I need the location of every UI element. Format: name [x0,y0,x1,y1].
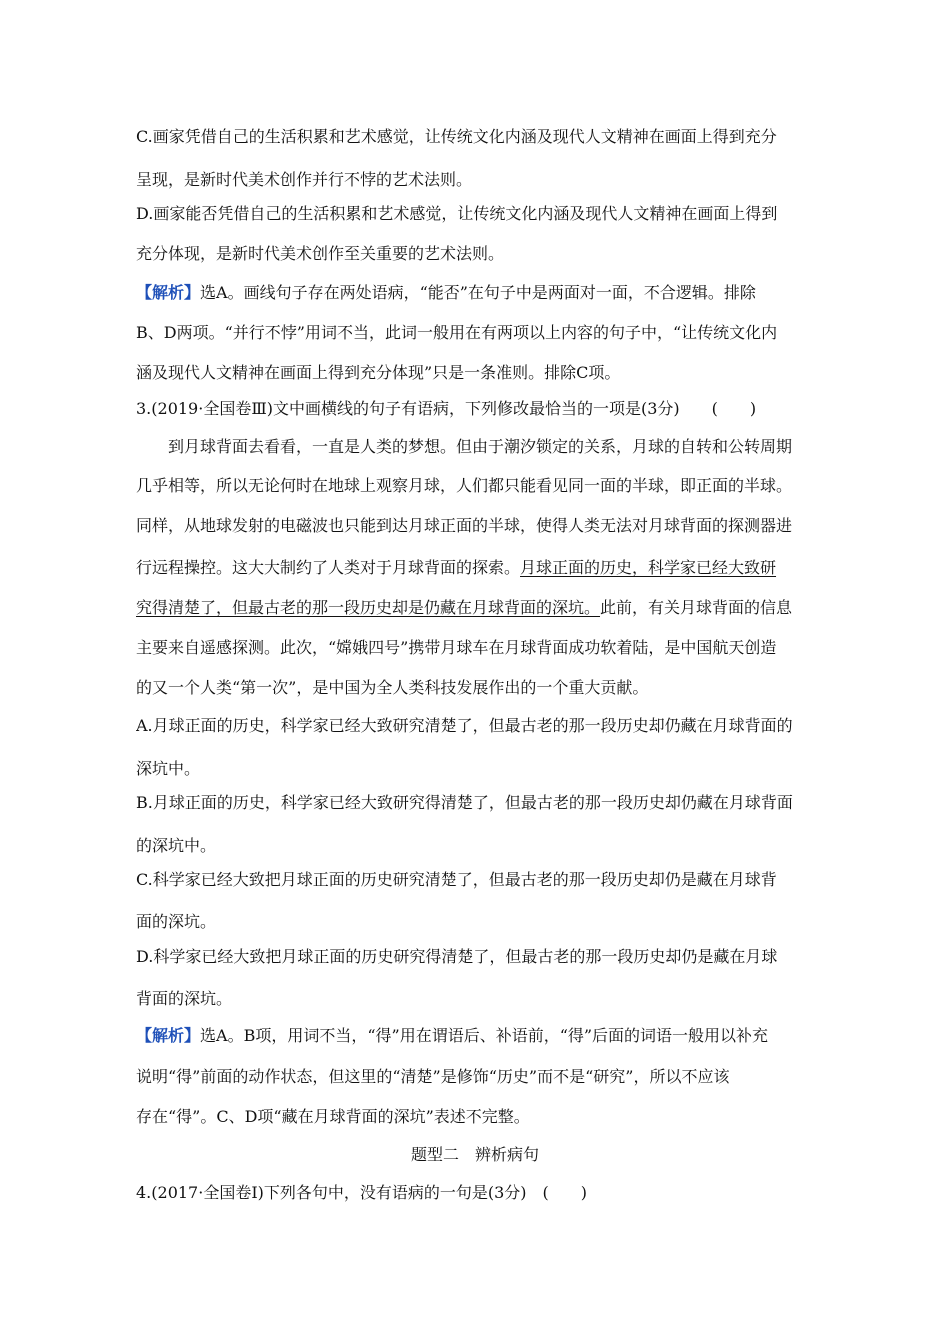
passage-line-3: 同样，从地球发射的电磁波也只能到达月球正面的半球，使得人类无法对月球背面的探测器进 [136,516,793,535]
analysis-2-line-3: 涵及现代人文精神在画面上得到充分体现”只是一条准则。排除C项。 [136,363,621,382]
underlined-sentence-part-2: 究得清楚了，但最古老的那一段历史却是仍藏在月球背面的深坑。 [136,598,601,617]
option-c-line-2: 呈现，是新时代美术创作并行不悖的艺术法则。 [136,170,473,189]
passage-line-4-text: 行远程操控。这大大制约了人类对于月球背面的探索。 [136,558,521,577]
option-d-line-1-q3: D.科学家已经大致把月球正面的历史研究得清楚了，但最古老的那一段历史却仍是藏在月球 [136,947,778,966]
passage-line-6: 主要来自遥感探测。此次，“嫦娥四号”携带月球车在月球背面成功软着陆，是中国航天创造 [136,638,777,657]
option-b-line-1: B.月球正面的历史，科学家已经大致研究得清楚了，但最古老的那一段历史却仍藏在月球背面 [136,793,793,812]
option-b-line-2: 的深坑中。 [136,836,217,855]
option-d-line-1: D.画家能否凭借自己的生活积累和艺术感觉，让传统文化内涵及现代人文精神在画面上得到 [136,204,778,223]
analysis-2-line-2: B、D两项。“并行不悖”用词不当，此词一般用在有两项以上内容的句子中，“让传统文化内 [136,323,778,342]
option-c-line-2-q3: 面的深坑。 [136,912,217,931]
question-4-stem: 4.(2017·全国卷Ⅰ)下列各句中，没有语病的一句是(3分) ( ) [136,1183,588,1202]
option-d-line-2-q3: 背面的深坑。 [136,989,233,1008]
option-d-line-2: 充分体现，是新时代美术创作至关重要的艺术法则。 [136,244,505,263]
option-a-line-2: 深坑中。 [136,759,201,778]
analysis-tag: 【解析】 [136,283,201,302]
analysis-2-text: 选A。画线句子存在两处语病，“能否”在句子中是两面对一面，不合逻辑。排除 [200,283,756,302]
question-3-stem: 3.(2019·全国卷Ⅲ)文中画横线的句子有语病，下列修改最恰当的一项是(3分) ( ) [136,399,757,418]
passage-line-5 [136,597,816,619]
underlined-sentence-part-1: 月球正面的历史，科学家已经大致研 [520,558,777,577]
passage-line-7: 的又一个人类“第一次”，是中国为全人类科技发展作出的一个重大贡献。 [136,678,649,697]
analysis-3-line-3: 存在“得”。C、D项“藏在月球背面的深坑”表述不完整。 [136,1107,530,1126]
passage-line-2: 几乎相等，所以无论何时在地球上观察月球，人们都只能看见同一面的半球，即正面的半球。 [136,476,793,495]
passage-line-1: 到月球背面去看看，一直是人类的梦想。但由于潮汐锁定的关系，月球的自转和公转周期 [168,437,793,456]
option-a-line-1: A.月球正面的历史，科学家已经大致研究清楚了，但最古老的那一段历史却仍藏在月球背面的 [136,716,793,735]
analysis-2-line-1 [136,282,816,304]
analysis-tag: 【解析】 [136,1026,201,1045]
option-c-line-1-q3: C.科学家已经大致把月球正面的历史研究清楚了，但最古老的那一段历史却仍是藏在月球背 [136,870,777,889]
analysis-3-line-2: 说明“得”前面的动作状态，但这里的“清楚”是修饰“历史”而不是“研究”，所以不应该 [136,1067,730,1086]
passage-line-4 [136,557,816,579]
passage-line-5-text: 此前，有关月球背面的信息 [600,598,793,617]
analysis-3-line-1 [136,1025,816,1047]
option-c-line-1: C.画家凭借自己的生活积累和艺术感觉，让传统文化内涵及现代人文精神在画面上得到充分 [136,127,777,146]
section-title: 题型二 辨析病句 [410,1145,539,1164]
analysis-3-text: 选A。B项，用词不当，“得”用在谓语后、补语前，“得”后面的词语一般用以补充 [200,1026,769,1045]
